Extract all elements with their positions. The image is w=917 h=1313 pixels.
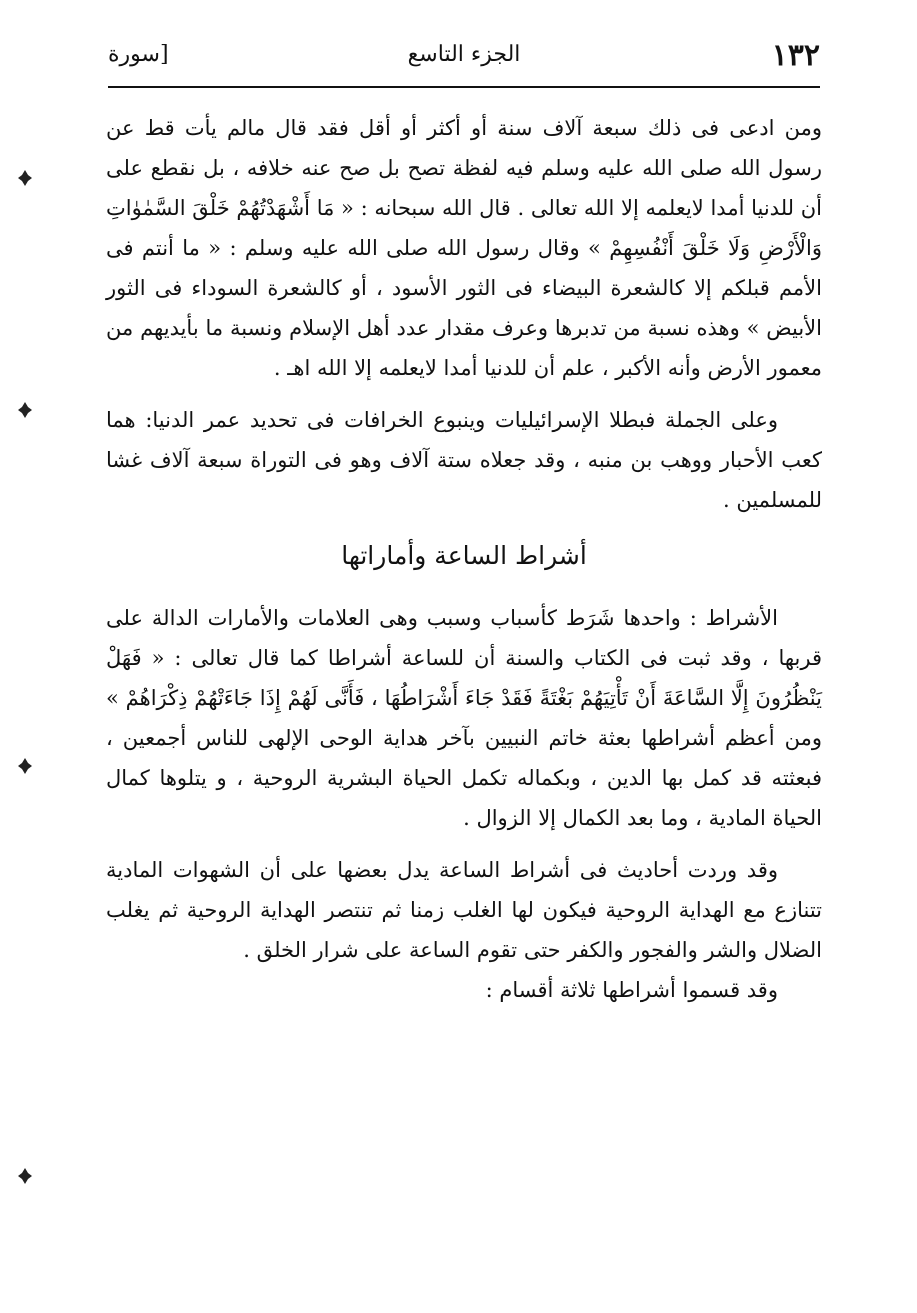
paragraph-3: الأشراط : واحدها شَرَط كأسباب وسبب وهى العلامات والأمارات الدالة على قربها ، وقد ثبت فى الكتاب والسنة أن للساعة أشراطا كما قال تعالى : « فَهَلْ يَنْظُرُونَ إِلَّا السَّاعَةَ أَنْ تَأْتِيَهُمْ بَغْتَةً فَقَدْ جَاءَ أَشْرَاطُهَا ، فَأَنَّى لَهُمْ إِذَا جَاءَتْهُمْ ذِكْرَاهُمْ » ومن أعظم أشراطها بعثة خاتم النبيين بآخر هداية الوحى الإلهى للناس أجمعين ، فبعثته قد كمل بها الدين ، وبكماله تكمل الحياة البشرية الروحية ، و يتلوها كمال الحياة المادية ، وما بعد الكمال إلا الزوال . (106, 606, 822, 830)
page-body (106, 108, 822, 1010)
page-header (108, 36, 820, 86)
paragraph-5: وقد قسموا أشراطها ثلاثة أقسام : (485, 978, 778, 1002)
margin-mark-icon (18, 170, 32, 186)
paragraph-4: وقد وردت أحاديث فى أشراط الساعة يدل بعضها على أن الشهوات المادية تتنازع مع الهداية الروحية فيكون لها الغلب زمنا ثم تنتصر الهداية الروحية ثم يغلب الضلال والشر والفجور والكفر حتى تقوم الساعة على شرار الخلق . (106, 858, 822, 962)
section-heading: أشراط الساعة وأماراتها (341, 541, 587, 570)
margin-mark-icon (18, 758, 32, 774)
running-title: الجزء التاسع (407, 42, 521, 67)
paragraph-1: ومن ادعى فى ذلك سبعة آلاف سنة أو أكثر أو أقل فقد قال مالم يأت قط عن رسول الله صلى الله عليه وسلم فيه لفظة تصح بل صح عنه خلافه ، بل نقطع على أن للدنيا أمدا لايعلمه إلا الله تعالى . قال الله سبحانه : « مَا أَشْهَدْتُهُمْ خَلْقَ السَّمٰوٰاتِ وَالْأَرْضِ وَلَا خَلْقَ أَنْفُسِهِمْ » وقال رسول الله صلى الله عليه وسلم : « ما أنتم فى الأمم قبلكم إلا كالشعرة البيضاء فى الثور الأسود ، أو كالشعرة السوداء فى الثور الأبيض » وهذه نسبة من تدبرها وعرف مقدار عدد أهل الإسلام ونسبة ما بأيديهم من معمور الأرض وأنه الأكبر ، علم أن للدنيا أمدا لايعلمه إلا الله اهـ . (106, 116, 822, 380)
margin-mark-icon (18, 1168, 32, 1184)
paragraph-2: وعلى الجملة فبطلا الإسرائيليات وينبوع الخرافات فى تحديد عمر الدنيا: هما كعب الأحبار ووهب بن منبه ، وقد جعلاه ستة آلاف وهو فى التوراة سبعة آلاف غشا للمسلمين . (106, 408, 822, 512)
margin-mark-icon (18, 402, 32, 418)
page-number: ١٣٢ (771, 38, 820, 73)
chapter-label: [سورة (108, 42, 169, 67)
header-rule (108, 86, 820, 88)
